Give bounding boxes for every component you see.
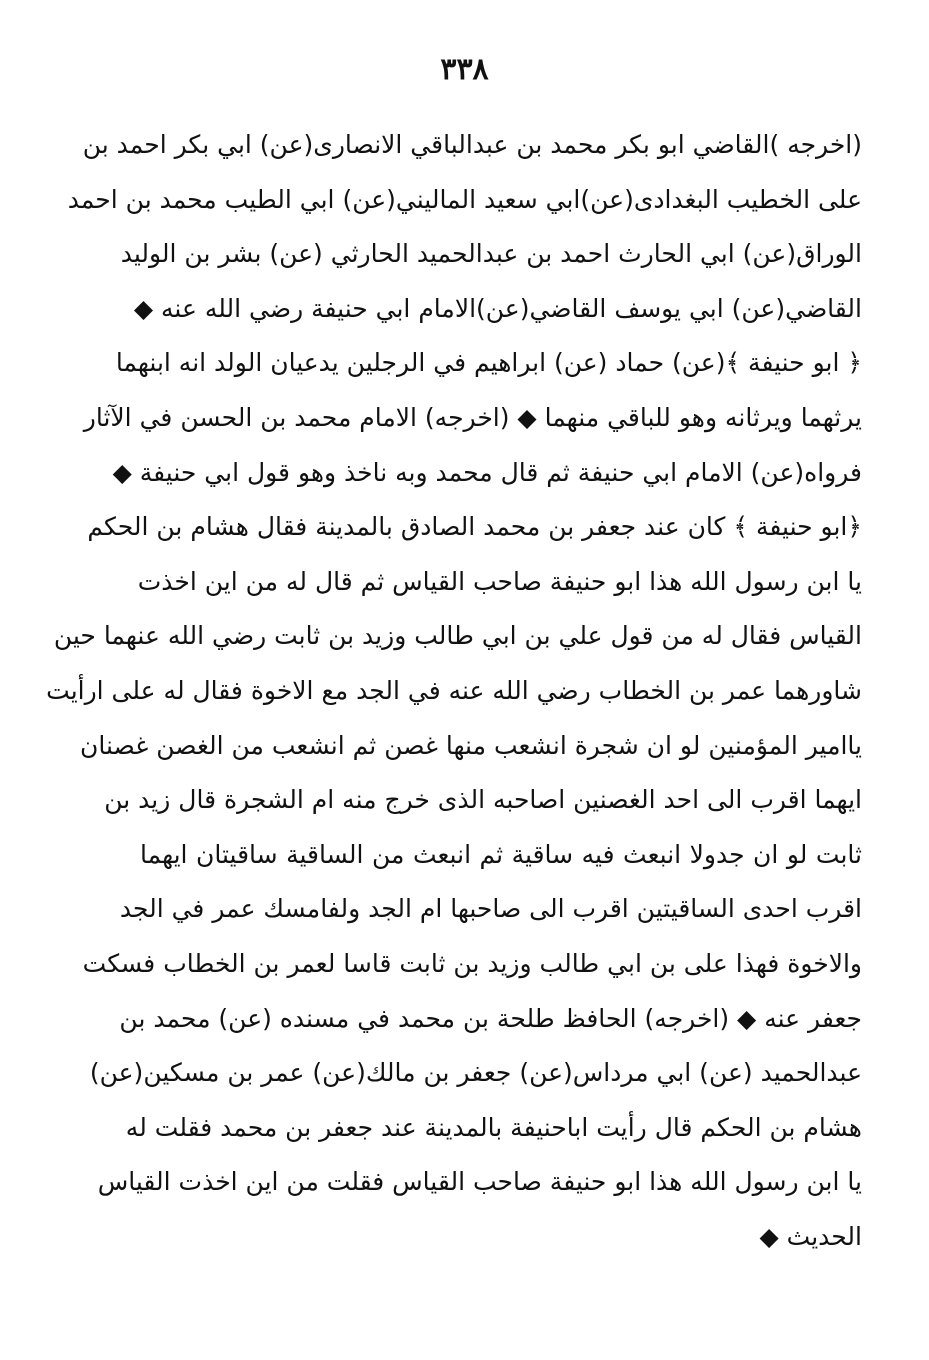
text-line: اقرب احدى الساقيتين اقرب الى صاحبها ام الجد ولفامسك عمر في الجد <box>119 894 862 924</box>
text-line: الحديث ◆ <box>759 1221 862 1251</box>
text-line: ﴿ ابو حنيفة ﴾(عن) حماد (عن) ابراهيم في الرجلين يدعيان الولد انه ابنهما <box>115 348 862 378</box>
text-line: ثابت لو ان جدولا انبعث فيه ساقية ثم انبعث من الساقية ساقيتان ايهما <box>140 839 862 869</box>
text-line: (اخرجه )القاضي ابو بكر محمد بن عبدالباقي الانصارى(عن) ابي بكر احمد بن <box>82 130 862 159</box>
text-line: عبدالحميد (عن) ابي مرداس(عن) جعفر بن مالك(عن) عمر بن مسكين(عن) <box>89 1058 862 1088</box>
text-line: ايهما اقرب الى احد الغصنين اصاحبه الذى خرج منه ام الشجرة قال زيد بن <box>104 785 862 815</box>
text-line: يرثهما ويرثانه وهو للباقي منهما ◆ (اخرجه) الامام محمد بن الحسن في الآثار <box>83 402 862 432</box>
text-line: يا ابن رسول الله هذا ابو حنيفة صاحب القياس فقلت من اين اخذت القياس <box>97 1167 862 1197</box>
text-line: جعفر عنه ◆ (اخرجه) الحافظ طلحة بن محمد في مسنده (عن) محمد بن <box>119 1003 862 1033</box>
text-line: هشام بن الحكم قال رأيت اباحنيفة بالمدينة عند جعفر بن محمد فقلت له <box>125 1112 862 1142</box>
arabic-text-body <box>46 118 862 1264</box>
text-line: ياامير المؤمنين لو ان شجرة انشعب منها غصن ثم انشعب من الغصن غصنان <box>80 730 862 760</box>
text-line: على الخطيب البغدادى(عن)ابي سعيد الماليني(عن) ابي الطيب محمد بن احمد <box>67 184 862 214</box>
text-line: القاضي(عن) ابي يوسف القاضي(عن)الامام ابي حنيفة رضي الله عنه ◆ <box>133 293 862 323</box>
text-line: والاخوة فهذا على بن ابي طالب وزيد بن ثابت قاسا لعمر بن الخطاب فسكت <box>82 948 862 978</box>
text-line: يا ابن رسول الله هذا ابو حنيفة صاحب القياس ثم قال له من اين اخذت <box>137 566 862 596</box>
text-line: ﴿ابو حنيفة ﴾ كان عند جعفر بن محمد الصادق بالمدينة فقال هشام بن الحكم <box>87 512 862 542</box>
text-line: فرواه(عن) الامام ابي حنيفة ثم قال محمد وبه ناخذ وهو قول ابي حنيفة ◆ <box>112 457 862 487</box>
text-line: شاورهما عمر بن الخطاب رضي الله عنه في الجد مع الاخوة فقال له على ارأيت <box>46 675 862 705</box>
text-line: الوراق(عن) ابي الحارث احمد بن عبدالحميد الحارثي (عن) بشر بن الوليد <box>120 239 862 269</box>
page-number: ٣٣٨ <box>440 52 489 87</box>
text-line: القياس فقال له من قول علي بن ابي طالب وزيد بن ثابت رضي الله عنهما حين <box>53 621 862 651</box>
